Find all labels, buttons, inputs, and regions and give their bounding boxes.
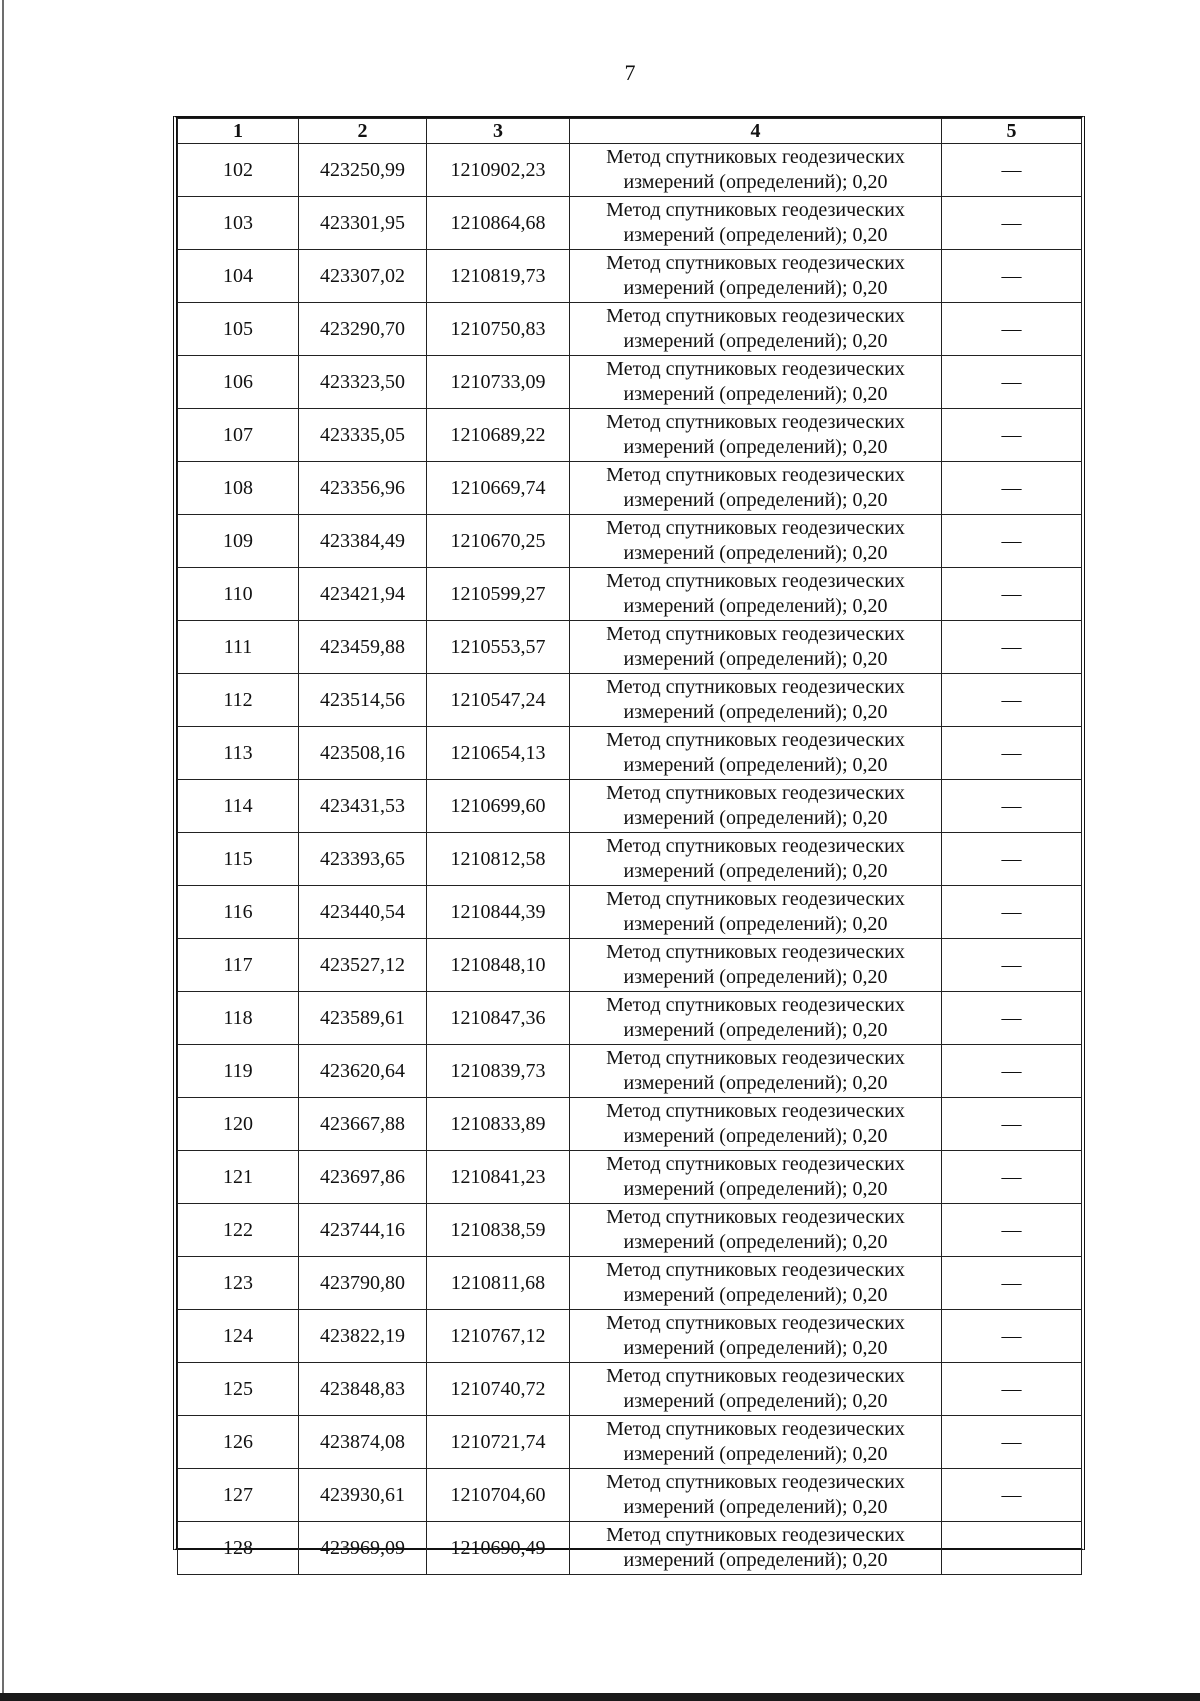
table-row	[178, 515, 1082, 568]
column-5-dash: —	[942, 144, 1082, 197]
coordinate-x: 423822,19	[299, 1310, 427, 1363]
method-line-1: Метод спутниковых геодезических	[606, 941, 905, 963]
method-description	[570, 1045, 942, 1098]
coordinate-y: 1210740,72	[427, 1363, 570, 1416]
method-line-1: Метод спутниковых геодезических	[606, 623, 905, 645]
method-line-2: измерений (определений); 0,20	[623, 1549, 888, 1571]
point-number: 125	[178, 1363, 299, 1416]
coordinate-y: 1210864,68	[427, 197, 570, 250]
table-row	[178, 992, 1082, 1045]
point-number: 117	[178, 939, 299, 992]
method-line-1: Метод спутниковых геодезических	[606, 782, 905, 804]
column-5-dash: —	[942, 1045, 1082, 1098]
column-5-dash: —	[942, 462, 1082, 515]
coordinate-x: 423384,49	[299, 515, 427, 568]
column-header-3: 3	[427, 119, 570, 144]
method-line-1: Метод спутниковых геодезических	[606, 252, 905, 274]
method-line-2: измерений (определений); 0,20	[623, 1496, 888, 1518]
column-5-dash: —	[942, 515, 1082, 568]
table-row	[178, 886, 1082, 939]
method-line-1: Метод спутниковых геодезических	[606, 835, 905, 857]
point-number: 107	[178, 409, 299, 462]
point-number: 106	[178, 356, 299, 409]
table-row	[178, 939, 1082, 992]
column-5-dash: —	[942, 939, 1082, 992]
method-description	[570, 462, 942, 515]
coordinate-x: 423323,50	[299, 356, 427, 409]
coordinate-x: 423508,16	[299, 727, 427, 780]
method-line-1: Метод спутниковых геодезических	[606, 729, 905, 751]
point-number: 126	[178, 1416, 299, 1469]
coordinate-y: 1210902,23	[427, 144, 570, 197]
method-line-2: измерений (определений); 0,20	[623, 1019, 888, 1041]
method-line-2: измерений (определений); 0,20	[623, 1072, 888, 1094]
method-line-1: Метод спутниковых геодезических	[606, 1206, 905, 1228]
coordinate-x: 423301,95	[299, 197, 427, 250]
point-number: 118	[178, 992, 299, 1045]
coordinate-y: 1210553,57	[427, 621, 570, 674]
method-line-2: измерений (определений); 0,20	[623, 595, 888, 617]
table-row	[178, 1204, 1082, 1257]
method-description	[570, 1310, 942, 1363]
column-header-2: 2	[299, 119, 427, 144]
method-line-1: Метод спутниковых геодезических	[606, 1471, 905, 1493]
coordinate-x: 423393,65	[299, 833, 427, 886]
method-line-1: Метод спутниковых геодезических	[606, 1524, 905, 1546]
coordinate-y: 1210750,83	[427, 303, 570, 356]
point-number: 105	[178, 303, 299, 356]
method-description	[570, 144, 942, 197]
method-line-1: Метод спутниковых геодезических	[606, 1047, 905, 1069]
point-number: 104	[178, 250, 299, 303]
page-number: 7	[624, 60, 636, 85]
method-description	[570, 674, 942, 727]
column-5-dash: —	[942, 621, 1082, 674]
page-bottom-edge	[0, 1693, 1200, 1701]
method-description	[570, 409, 942, 462]
table-row	[178, 462, 1082, 515]
point-number: 113	[178, 727, 299, 780]
coordinate-x: 423697,86	[299, 1151, 427, 1204]
table-row	[178, 621, 1082, 674]
point-number: 128	[178, 1522, 299, 1575]
coordinate-y: 1210669,74	[427, 462, 570, 515]
coordinate-x: 423459,88	[299, 621, 427, 674]
method-line-1: Метод спутниковых геодезических	[606, 358, 905, 380]
coordinate-y: 1210848,10	[427, 939, 570, 992]
method-description	[570, 568, 942, 621]
point-number: 115	[178, 833, 299, 886]
table-row	[178, 727, 1082, 780]
method-line-1: Метод спутниковых геодезических	[606, 411, 905, 433]
coordinate-y: 1210841,23	[427, 1151, 570, 1204]
point-number: 121	[178, 1151, 299, 1204]
method-description	[570, 992, 942, 1045]
method-line-2: измерений (определений); 0,20	[623, 1390, 888, 1412]
method-description	[570, 515, 942, 568]
column-5-dash: —	[942, 1151, 1082, 1204]
coordinate-y: 1210819,73	[427, 250, 570, 303]
coordinate-x: 423620,64	[299, 1045, 427, 1098]
method-line-2: измерений (определений); 0,20	[623, 171, 888, 193]
method-line-1: Метод спутниковых геодезических	[606, 1418, 905, 1440]
coordinate-y: 1210839,73	[427, 1045, 570, 1098]
coordinate-y: 1210654,13	[427, 727, 570, 780]
method-description	[570, 727, 942, 780]
coordinate-x: 423790,80	[299, 1257, 427, 1310]
column-5-dash: —	[942, 727, 1082, 780]
coordinate-x: 423667,88	[299, 1098, 427, 1151]
method-line-1: Метод спутниковых геодезических	[606, 305, 905, 327]
method-description	[570, 1522, 942, 1575]
method-description	[570, 1098, 942, 1151]
method-line-2: измерений (определений); 0,20	[623, 807, 888, 829]
table-row	[178, 1522, 1082, 1575]
method-line-1: Метод спутниковых геодезических	[606, 146, 905, 168]
point-number: 110	[178, 568, 299, 621]
table-header-row	[178, 119, 1082, 144]
method-description	[570, 621, 942, 674]
point-number: 120	[178, 1098, 299, 1151]
coordinate-y: 1210733,09	[427, 356, 570, 409]
method-line-1: Метод спутниковых геодезических	[606, 1100, 905, 1122]
coordinate-x: 423969,09	[299, 1522, 427, 1575]
coordinate-y: 1210690,49	[427, 1522, 570, 1575]
column-5-dash: —	[942, 197, 1082, 250]
method-line-2: измерений (определений); 0,20	[623, 1178, 888, 1200]
column-5-dash: —	[942, 1098, 1082, 1151]
column-5-dash: —	[942, 1257, 1082, 1310]
table-row	[178, 780, 1082, 833]
coordinate-y: 1210811,68	[427, 1257, 570, 1310]
coordinate-y: 1210812,58	[427, 833, 570, 886]
method-line-2: измерений (определений); 0,20	[623, 489, 888, 511]
method-line-2: измерений (определений); 0,20	[623, 966, 888, 988]
point-number: 114	[178, 780, 299, 833]
column-5-dash: —	[942, 992, 1082, 1045]
coordinate-y: 1210833,89	[427, 1098, 570, 1151]
column-5-dash: —	[942, 833, 1082, 886]
coordinate-y: 1210838,59	[427, 1204, 570, 1257]
method-line-1: Метод спутниковых геодезических	[606, 1365, 905, 1387]
coordinate-x: 423527,12	[299, 939, 427, 992]
column-5-dash: —	[942, 1416, 1082, 1469]
method-line-2: измерений (определений); 0,20	[623, 1231, 888, 1253]
coordinate-x: 423290,70	[299, 303, 427, 356]
table-row	[178, 1416, 1082, 1469]
point-number: 109	[178, 515, 299, 568]
column-header-4: 4	[570, 119, 942, 144]
column-5-dash: —	[942, 1469, 1082, 1522]
table-body	[178, 144, 1082, 1575]
column-5-dash: —	[942, 674, 1082, 727]
point-number: 127	[178, 1469, 299, 1522]
table-row	[178, 303, 1082, 356]
point-number: 116	[178, 886, 299, 939]
table-row	[178, 1469, 1082, 1522]
coordinate-x: 423874,08	[299, 1416, 427, 1469]
table-row	[178, 674, 1082, 727]
coordinate-y: 1210699,60	[427, 780, 570, 833]
coordinate-x: 423589,61	[299, 992, 427, 1045]
table-row	[178, 197, 1082, 250]
coordinate-y: 1210767,12	[427, 1310, 570, 1363]
coordinate-x: 423930,61	[299, 1469, 427, 1522]
table-row	[178, 356, 1082, 409]
column-header-5: 5	[942, 119, 1082, 144]
method-description	[570, 303, 942, 356]
coordinate-y: 1210704,60	[427, 1469, 570, 1522]
coordinate-x: 423514,56	[299, 674, 427, 727]
coordinate-x: 423440,54	[299, 886, 427, 939]
method-description	[570, 886, 942, 939]
coordinate-y: 1210670,25	[427, 515, 570, 568]
method-line-2: измерений (определений); 0,20	[623, 1125, 888, 1147]
column-header-1: 1	[178, 119, 299, 144]
table-row	[178, 1098, 1082, 1151]
column-5-dash: —	[942, 1204, 1082, 1257]
method-line-1: Метод спутниковых геодезических	[606, 676, 905, 698]
method-line-2: измерений (определений); 0,20	[623, 542, 888, 564]
method-line-2: измерений (определений); 0,20	[623, 224, 888, 246]
method-description	[570, 1469, 942, 1522]
point-number: 124	[178, 1310, 299, 1363]
coordinates-table	[177, 118, 1082, 1575]
method-line-1: Метод спутниковых геодезических	[606, 570, 905, 592]
coordinate-y: 1210599,27	[427, 568, 570, 621]
column-5-dash: —	[942, 250, 1082, 303]
point-number: 123	[178, 1257, 299, 1310]
table-row	[178, 1257, 1082, 1310]
column-5-dash: —	[942, 303, 1082, 356]
method-description	[570, 1416, 942, 1469]
method-line-1: Метод спутниковых геодезических	[606, 199, 905, 221]
method-line-2: измерений (определений); 0,20	[623, 330, 888, 352]
column-5-dash: —	[942, 1310, 1082, 1363]
method-line-1: Метод спутниковых геодезических	[606, 1259, 905, 1281]
coordinate-y: 1210844,39	[427, 886, 570, 939]
column-5-dash: —	[942, 1363, 1082, 1416]
page-left-edge	[2, 0, 4, 1701]
column-5-dash: —	[942, 1522, 1082, 1575]
table-row	[178, 833, 1082, 886]
method-description	[570, 1363, 942, 1416]
point-number: 122	[178, 1204, 299, 1257]
coordinate-y: 1210847,36	[427, 992, 570, 1045]
column-5-dash: —	[942, 886, 1082, 939]
method-line-1: Метод спутниковых геодезических	[606, 517, 905, 539]
column-5-dash: —	[942, 409, 1082, 462]
method-description	[570, 939, 942, 992]
method-description	[570, 1257, 942, 1310]
method-line-2: измерений (определений); 0,20	[623, 436, 888, 458]
point-number: 112	[178, 674, 299, 727]
point-number: 119	[178, 1045, 299, 1098]
method-line-1: Метод спутниковых геодезических	[606, 464, 905, 486]
method-line-1: Метод спутниковых геодезических	[606, 1312, 905, 1334]
coordinates-table-frame	[173, 116, 1085, 1571]
method-description	[570, 197, 942, 250]
method-description	[570, 780, 942, 833]
method-description	[570, 250, 942, 303]
coordinate-x: 423335,05	[299, 409, 427, 462]
coordinate-y: 1210689,22	[427, 409, 570, 462]
coordinate-x: 423421,94	[299, 568, 427, 621]
column-5-dash: —	[942, 568, 1082, 621]
coordinate-y: 1210547,24	[427, 674, 570, 727]
coordinate-x: 423431,53	[299, 780, 427, 833]
method-description	[570, 1151, 942, 1204]
table-row	[178, 250, 1082, 303]
method-line-2: измерений (определений); 0,20	[623, 913, 888, 935]
method-line-2: измерений (определений); 0,20	[623, 1337, 888, 1359]
table-row	[178, 144, 1082, 197]
table-row	[178, 1310, 1082, 1363]
method-description	[570, 833, 942, 886]
coordinate-x: 423307,02	[299, 250, 427, 303]
method-line-2: измерений (определений); 0,20	[623, 1443, 888, 1465]
point-number: 103	[178, 197, 299, 250]
point-number: 108	[178, 462, 299, 515]
column-5-dash: —	[942, 356, 1082, 409]
coordinate-x: 423744,16	[299, 1204, 427, 1257]
coordinate-y: 1210721,74	[427, 1416, 570, 1469]
method-line-2: измерений (определений); 0,20	[623, 648, 888, 670]
table-row	[178, 409, 1082, 462]
point-number: 111	[178, 621, 299, 674]
method-line-2: измерений (определений); 0,20	[623, 277, 888, 299]
coordinate-x: 423848,83	[299, 1363, 427, 1416]
method-line-1: Метод спутниковых геодезических	[606, 994, 905, 1016]
table-row	[178, 1363, 1082, 1416]
column-5-dash: —	[942, 780, 1082, 833]
coordinate-x: 423250,99	[299, 144, 427, 197]
method-description	[570, 356, 942, 409]
method-line-2: измерений (определений); 0,20	[623, 383, 888, 405]
method-line-2: измерений (определений); 0,20	[623, 1284, 888, 1306]
method-line-2: измерений (определений); 0,20	[623, 860, 888, 882]
table-row	[178, 1151, 1082, 1204]
method-description	[570, 1204, 942, 1257]
coordinate-x: 423356,96	[299, 462, 427, 515]
method-line-2: измерений (определений); 0,20	[623, 701, 888, 723]
method-line-2: измерений (определений); 0,20	[623, 754, 888, 776]
table-row	[178, 1045, 1082, 1098]
method-line-1: Метод спутниковых геодезических	[606, 1153, 905, 1175]
point-number: 102	[178, 144, 299, 197]
method-line-1: Метод спутниковых геодезических	[606, 888, 905, 910]
table-row	[178, 568, 1082, 621]
